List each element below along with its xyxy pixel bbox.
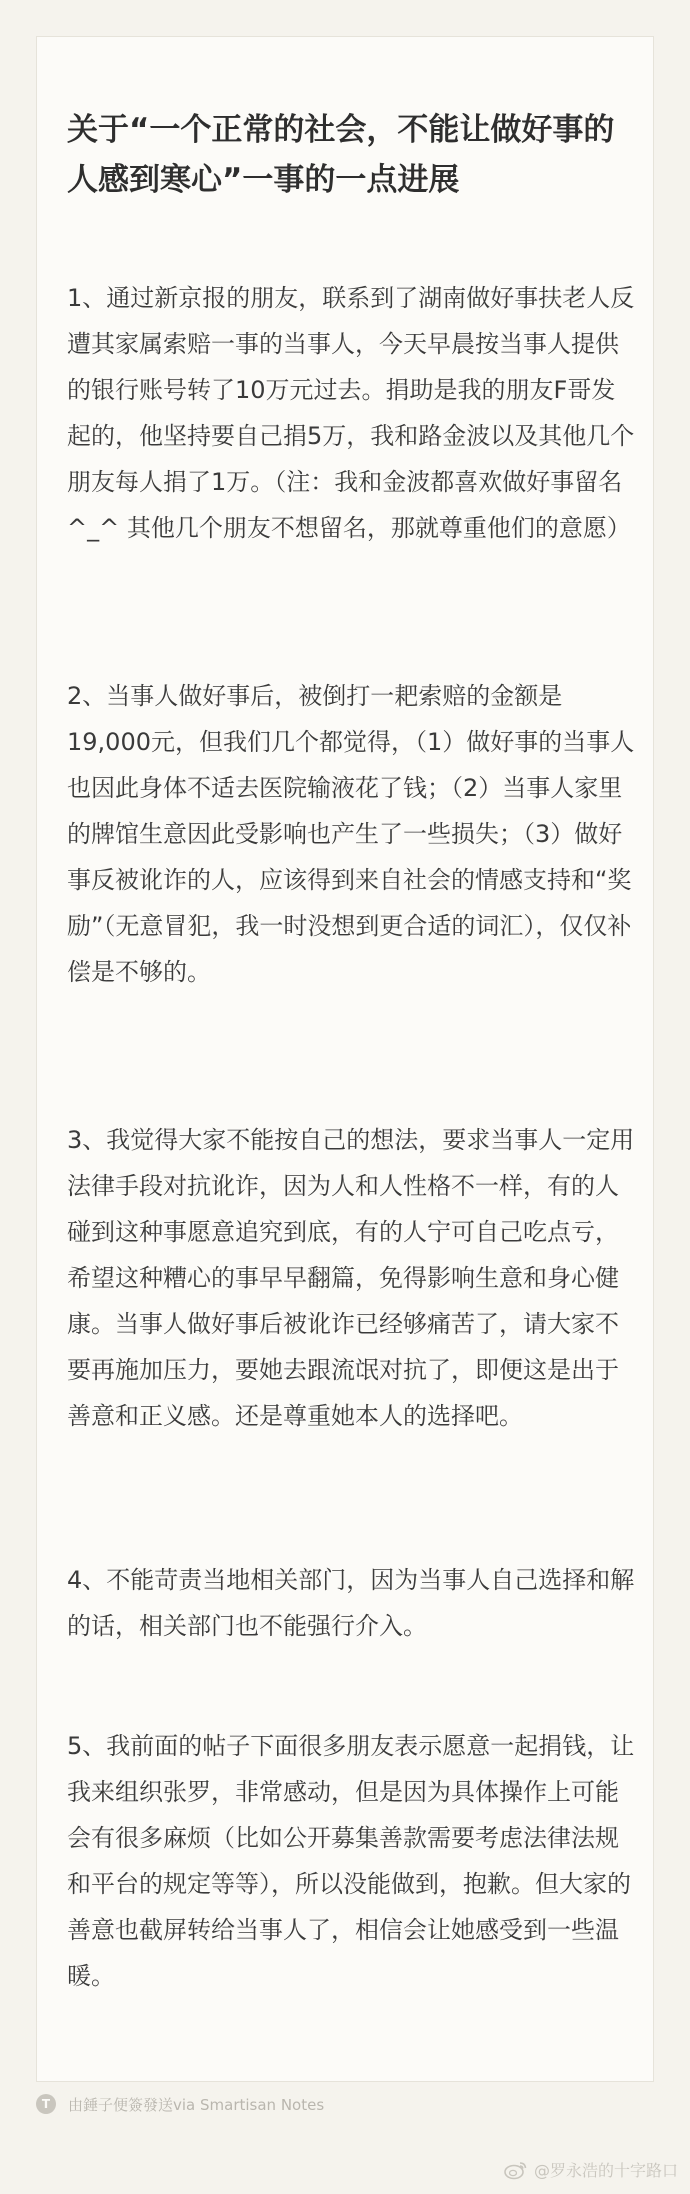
weibo-watermark (504, 2158, 678, 2181)
watermark-text: @罗永浩的十字路口 (533, 2161, 678, 2180)
footer-text: 由錘子便簽發送via Smartisan Notes (68, 2095, 325, 2114)
note-paragraph-4: 4、不能苛责当地相关部门，因为当事人自己选择和解的话，相关部门也不能强行介入。 (67, 1566, 635, 1640)
weibo-icon (504, 2160, 528, 2180)
note-title: 关于“一个正常的社会，不能让做好事的人感到寒心”一事的一点进展 (67, 112, 615, 198)
smartisan-t-icon: T (36, 2094, 56, 2114)
note-paragraph-2: 2、当事人做好事后，被倒打一耙索赔的金额是19,000元，但我们几个都觉得，（1）做好事的当事人也因此身体不适去医院输液花了钱；（2）当事人家里的牌馆生意因此受影响也产生了一些损失；（3）做好事反被讹诈的人，应该得到来自社会的情感支持和“奖励”（无意冒犯，我一时没想到更合适的词汇），仅仅补偿是不够的。 (67, 682, 635, 986)
note-paragraph-5: 5、我前面的帖子下面很多朋友表示愿意一起捐钱，让我来组织张罗，非常感动，但是因为具体操作上可能会有很多麻烦（比如公开募集善款需要考虑法律法规和平台的规定等等），所以没能做到，抱歉。但大家的善意也截屏转给当事人了，相信会让她感受到一些温暖。 (67, 1732, 635, 1990)
note-footer (36, 2090, 324, 2118)
note-paragraph-3: 3、我觉得大家不能按自己的想法，要求当事人一定用法律手段对抗讹诈，因为人和人性格不一样，有的人碰到这种事愿意追究到底，有的人宁可自己吃点亏，希望这种糟心的事早早翻篇，免得影响生意和身心健康。当事人做好事后被讹诈已经够痛苦了，请大家不要再施加压力，要她去跟流氓对抗了，即便这是出于善意和正义感。还是尊重她本人的选择吧。 (67, 1126, 635, 1430)
note-paragraph-1: 1、通过新京报的朋友，联系到了湖南做好事扶老人反遭其家属索赔一事的当事人，今天早晨按当事人提供的银行账号转了10万元过去。捐助是我的朋友F哥发起的，他坚持要自己捐5万，我和路金波以及其他几个朋友每人捐了1万。（注：我和金波都喜欢做好事留名^_^ 其他几个朋友不想留名，那就尊重他们的意愿） (67, 284, 635, 542)
note-card (36, 36, 654, 2082)
